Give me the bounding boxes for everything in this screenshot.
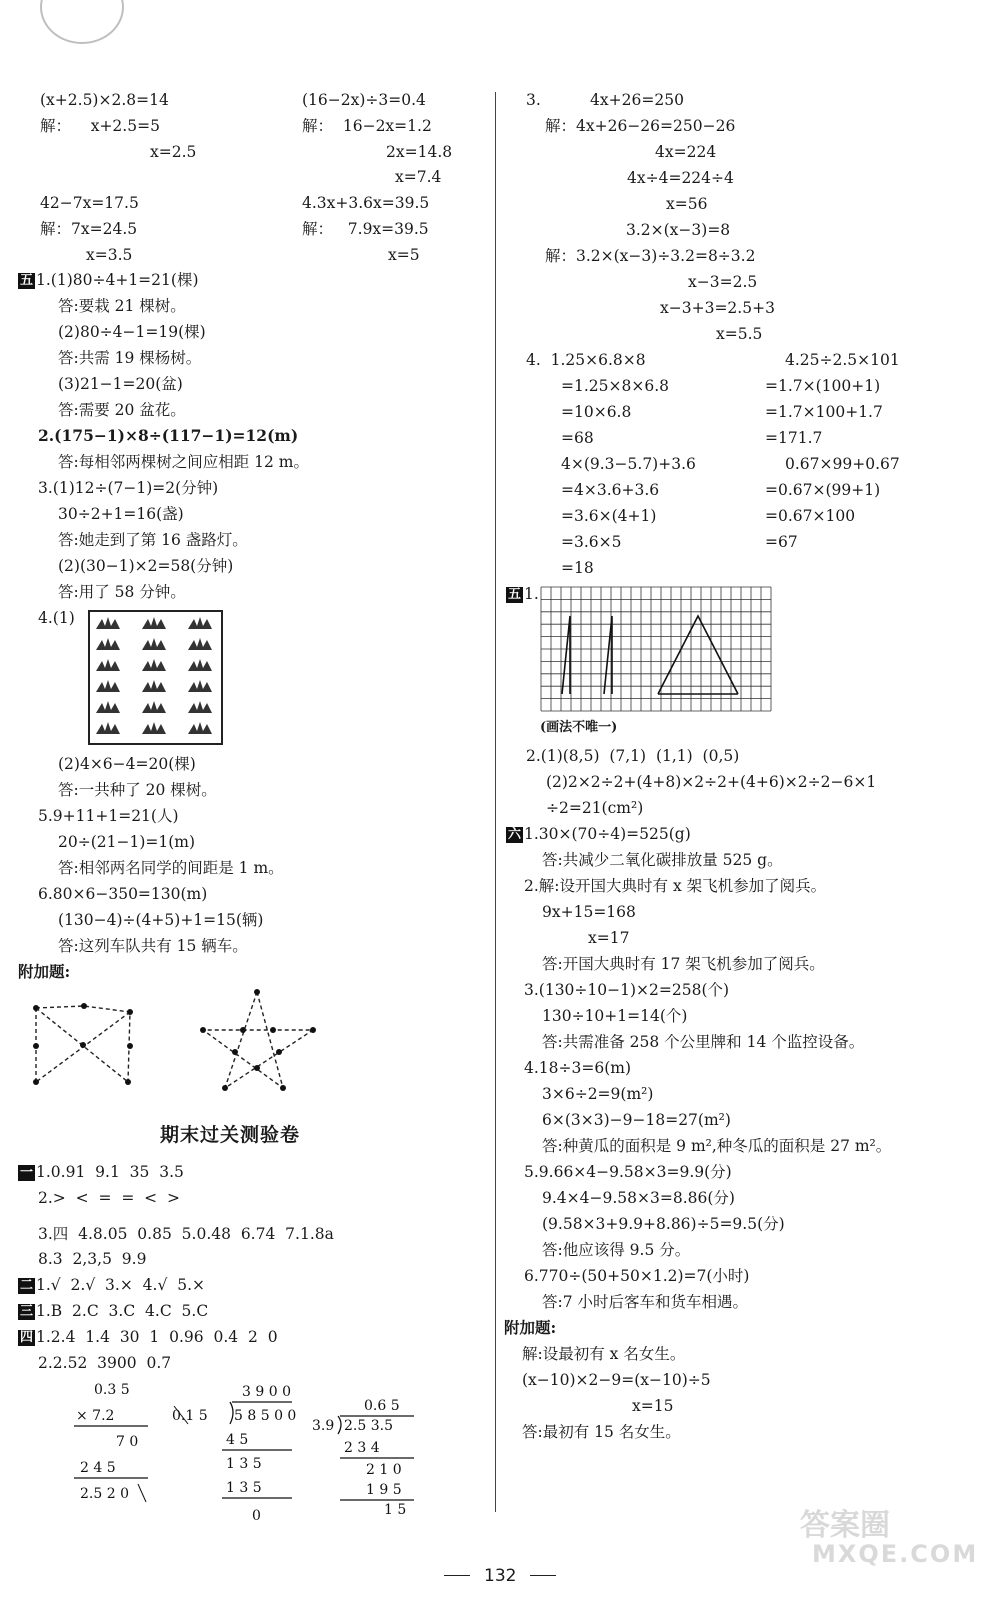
section-line: 3.(1)12÷(7−1)=2(分钟): [38, 479, 219, 497]
calc-line: =0.67×(99+1): [765, 481, 881, 499]
calc-line: =3.6×(4+1): [561, 507, 657, 525]
calc-line: =1.7×100+1.7: [765, 403, 883, 421]
section-badge: 五: [20, 273, 34, 288]
calc-line: =67: [765, 533, 798, 551]
plant-icon: [142, 701, 166, 713]
section-line: 6.80×6−350=130(m): [38, 885, 208, 903]
plant-icon: [142, 617, 166, 629]
section-line: 答:最初有 15 名女生。: [522, 1423, 681, 1441]
eq-line: (16−2x)÷3=0.4: [302, 91, 426, 109]
calc-text: 2.5 2 0: [80, 1486, 129, 1502]
plant-icon: [188, 659, 212, 671]
eq-line: 2x=14.8: [386, 143, 453, 161]
section-line: 9x+15=168: [542, 903, 636, 921]
eq-line: 解：7x=24.5: [40, 220, 138, 238]
section-line: (2)(30−1)×2=58(分钟): [58, 557, 234, 575]
section-line: 五 1.: [508, 585, 539, 603]
calc-text: 2 3 4: [344, 1440, 380, 1456]
calc-text: 0.6 5: [364, 1398, 400, 1414]
eq-line: 42−7x=17.5: [40, 194, 139, 212]
section-line: 答:用了 58 分钟。: [58, 583, 186, 601]
section-line: 2.解:设开国大典时有 x 架飞机参加了阅兵。: [524, 877, 827, 895]
section-line: 答:开国大典时有 17 架飞机参加了阅兵。: [542, 955, 825, 973]
calc-line: =1.7×(100+1): [765, 377, 881, 395]
section-line: 解:设最初有 x 名女生。: [522, 1345, 686, 1363]
section-line: (2)2×2÷2+(4+8)×2÷2+(4+6)×2÷2−6×1: [546, 773, 877, 791]
section-badge: 五: [508, 587, 522, 602]
calc-line: 4. 1.25×6.8×8: [526, 351, 646, 369]
section-line: (130−4)÷(4+5)+1=15(辆): [58, 911, 264, 929]
extra-heading: 附加题:: [504, 1318, 557, 1337]
eq-line: x=5.5: [716, 325, 763, 343]
section-line: 130÷10+1=14(个): [542, 1007, 688, 1025]
exam-line: 三 1.B 2.C 3.C 4.C 5.C: [20, 1302, 209, 1320]
plant-icon: [142, 638, 166, 650]
eq-line: x=2.5: [150, 143, 197, 161]
section-line: x=17: [588, 929, 630, 947]
calc-line: =3.6×5: [561, 533, 622, 551]
section-line: 3.(130÷10−1)×2=258(个): [524, 981, 730, 999]
plant-icon: [96, 617, 120, 629]
plant-icon: [96, 659, 120, 671]
plant-icon: [96, 701, 120, 713]
eq-line: 解： 16−2x=1.2: [302, 117, 432, 135]
calc-text: 0: [252, 1508, 261, 1524]
section-line: 4.(1): [38, 609, 75, 627]
watermark-url: MXQE.COM: [812, 1540, 979, 1568]
exam-line: 8.3 2,3,5 9.9: [38, 1250, 147, 1268]
eq-line: x−3=2.5: [688, 273, 758, 291]
section-line: 2.(1)(8,5) (7,1) (1,1) (0,5): [526, 747, 740, 765]
calc-text: 2.5 3.5: [344, 1418, 393, 1434]
section-line: 六 1.30×(70÷4)=525(g): [508, 825, 691, 843]
plant-icon: [188, 638, 212, 650]
dotted-rectangle-figure: [30, 1000, 140, 1090]
plant-icon: [188, 680, 212, 692]
eq-line: 解： x+2.5=5: [40, 117, 160, 135]
section-line: 答:7 小时后客车和货车相遇。: [542, 1293, 749, 1311]
calc-text: 1 3 5: [226, 1480, 262, 1496]
calc-line: 4×(9.3−5.7)+3.6: [561, 455, 696, 473]
eq-line: 解：4x+26−26=250−26: [545, 117, 736, 135]
eq-line: 解：3.2×(x−3)÷3.2=8÷3.2: [545, 247, 756, 265]
calc-text: 3 9 0 0: [242, 1384, 291, 1400]
section-badge: 一: [20, 1165, 34, 1180]
calc-line: =0.67×100: [765, 507, 856, 525]
exam-line: 3.四 4.8.05 0.85 5.0.48 6.74 7.1.8a: [38, 1225, 334, 1243]
calc-text: 1 9 5: [366, 1482, 402, 1498]
section-line: 答:相邻两名同学的间距是 1 m。: [58, 859, 284, 877]
section-badge: 六: [508, 827, 522, 842]
plant-icon: [188, 701, 212, 713]
tree-planting-figure: [88, 610, 224, 746]
calc-line: =4×3.6+3.6: [561, 481, 660, 499]
extra-heading: 附加题:: [18, 962, 71, 981]
long-division-1: [168, 1378, 298, 1528]
section-line: 答:共需准备 258 个公里牌和 14 个监控设备。: [542, 1033, 865, 1051]
calc-text: 4 5: [226, 1432, 249, 1448]
eq-line: x−3+3=2.5+3: [660, 299, 775, 317]
exam-line: 2.2.52 3900 0.7: [38, 1354, 172, 1372]
section-line: (2)80÷4−1=19(棵): [58, 323, 206, 341]
calc-text: × 7.2: [76, 1408, 115, 1424]
section-line: (x−10)×2−9=(x−10)÷5: [522, 1371, 711, 1389]
calc-line: =10×6.8: [561, 403, 632, 421]
calc-text: 0.3 5: [94, 1382, 130, 1398]
calc-text: 2 4 5: [80, 1460, 116, 1476]
section-line: 答:每相邻两棵树之间应相距 12 m。: [58, 453, 309, 471]
calc-line: =1.25×8×6.8: [561, 377, 669, 395]
stamp-decoration: [40, 0, 124, 44]
section-line: 答:要栽 21 棵树。: [58, 297, 186, 315]
long-division-2: [310, 1396, 420, 1516]
plant-icon: [188, 722, 212, 734]
section-line: 5.9.66×4−9.58×3=9.9(分): [524, 1163, 732, 1181]
section-line: 答:共减少二氧化碳排放量 525 g。: [542, 851, 783, 869]
page-number: 132: [430, 1566, 570, 1586]
plant-icon: [96, 722, 120, 734]
section-line: 答:种黄瓜的面积是 9 m²,种冬瓜的面积是 27 m²。: [542, 1137, 892, 1155]
eq-line: 解： 7.9x=39.5: [302, 220, 429, 238]
section-badge: 四: [20, 1330, 34, 1345]
calc-line: =68: [561, 429, 594, 447]
column-divider: [495, 92, 496, 1512]
section-line: 五 1.(1)80÷4+1=21(棵): [20, 271, 199, 289]
plant-icon: [96, 638, 120, 650]
eq-line: x=56: [666, 195, 708, 213]
section-line: (3)21−1=20(盆): [58, 375, 183, 393]
grid-note: (画法不唯一): [540, 720, 618, 735]
grid-figure: [540, 586, 775, 714]
calc-line: =171.7: [765, 429, 823, 447]
section-line: 答:这列车队共有 15 辆车。: [58, 937, 248, 955]
vertical-multiplication: [72, 1378, 162, 1518]
calc-text: 0.1 5: [172, 1408, 208, 1424]
plant-icon: [188, 617, 212, 629]
section-line: (9.58×3+9.9+8.86)÷5=9.5(分): [542, 1215, 785, 1233]
section-line: 6×(3×3)−9−18=27(m²): [542, 1111, 731, 1129]
eq-line: (x+2.5)×2.8=14: [40, 91, 169, 109]
section-badge: 二: [20, 1278, 34, 1293]
exam-line: 一 1.0.91 9.1 35 3.5: [20, 1163, 184, 1181]
eq-line: x=7.4: [395, 168, 442, 186]
plant-icon: [142, 680, 166, 692]
section-line: 6.770÷(50+50×1.2)=7(小时): [524, 1267, 750, 1285]
calc-line: 4.25÷2.5×101: [785, 351, 900, 369]
section-line: 4.18÷3=6(m): [524, 1059, 632, 1077]
eq-line: x=3.5: [86, 246, 133, 264]
section-line: 2.(175−1)×8÷(117−1)=12(m): [38, 426, 299, 445]
section-line: 答:一共种了 20 棵树。: [58, 781, 217, 799]
exam-line: 2.> < = = < >: [38, 1189, 180, 1207]
section-line: 9.4×4−9.58×3=8.86(分): [542, 1189, 735, 1207]
section-line: 答:共需 19 棵杨树。: [58, 349, 202, 367]
eq-line: 3. 4x+26=250: [526, 91, 684, 109]
exam-line: 二 1.√ 2.√ 3.× 4.√ 5.×: [20, 1276, 205, 1294]
section-line: 答:需要 20 盆花。: [58, 401, 186, 419]
calc-line: =18: [561, 559, 594, 577]
section-line: 30÷2+1=16(盏): [58, 505, 184, 523]
calc-text: 1 5: [384, 1502, 407, 1518]
plant-icon: [96, 680, 120, 692]
section-line: 答:他应该得 9.5 分。: [542, 1241, 691, 1259]
eq-line: 4x=224: [655, 143, 717, 161]
calc-text: 2 1 0: [366, 1462, 402, 1478]
eq-line: 3.2×(x−3)=8: [626, 221, 731, 239]
plant-icon: [142, 659, 166, 671]
section-line: (2)4×6−4=20(棵): [58, 755, 196, 773]
calc-text: 7 0: [116, 1434, 139, 1450]
section-badge: 三: [20, 1304, 34, 1319]
section-line: 3×6÷2=9(m²): [542, 1085, 654, 1103]
plant-icon: [142, 722, 166, 734]
eq-line: x=5: [388, 246, 420, 264]
exam-line: 四 1.2.4 1.4 30 1 0.96 0.4 2 0: [20, 1328, 278, 1346]
eq-line: 4x÷4=224÷4: [627, 169, 734, 187]
eq-line: 4.3x+3.6x=39.5: [302, 194, 430, 212]
calc-text: 5 8 5 0 0: [234, 1408, 297, 1424]
watermark-logo: 答案圈: [800, 1508, 890, 1543]
calc-text: 1 3 5: [226, 1456, 262, 1472]
section-line: ÷2=21(cm²): [546, 799, 644, 817]
exam-title: 期末过关测验卷: [160, 1124, 301, 1146]
section-line: 答:她走到了第 16 盏路灯。: [58, 531, 248, 549]
section-line: x=15: [632, 1397, 674, 1415]
calc-line: 0.67×99+0.67: [785, 455, 900, 473]
section-line: 20÷(21−1)=1(m): [58, 833, 196, 851]
calc-text: 3.9: [312, 1418, 335, 1434]
dotted-star-figure: [195, 988, 325, 1098]
section-line: 5.9+11+1=21(人): [38, 807, 179, 825]
